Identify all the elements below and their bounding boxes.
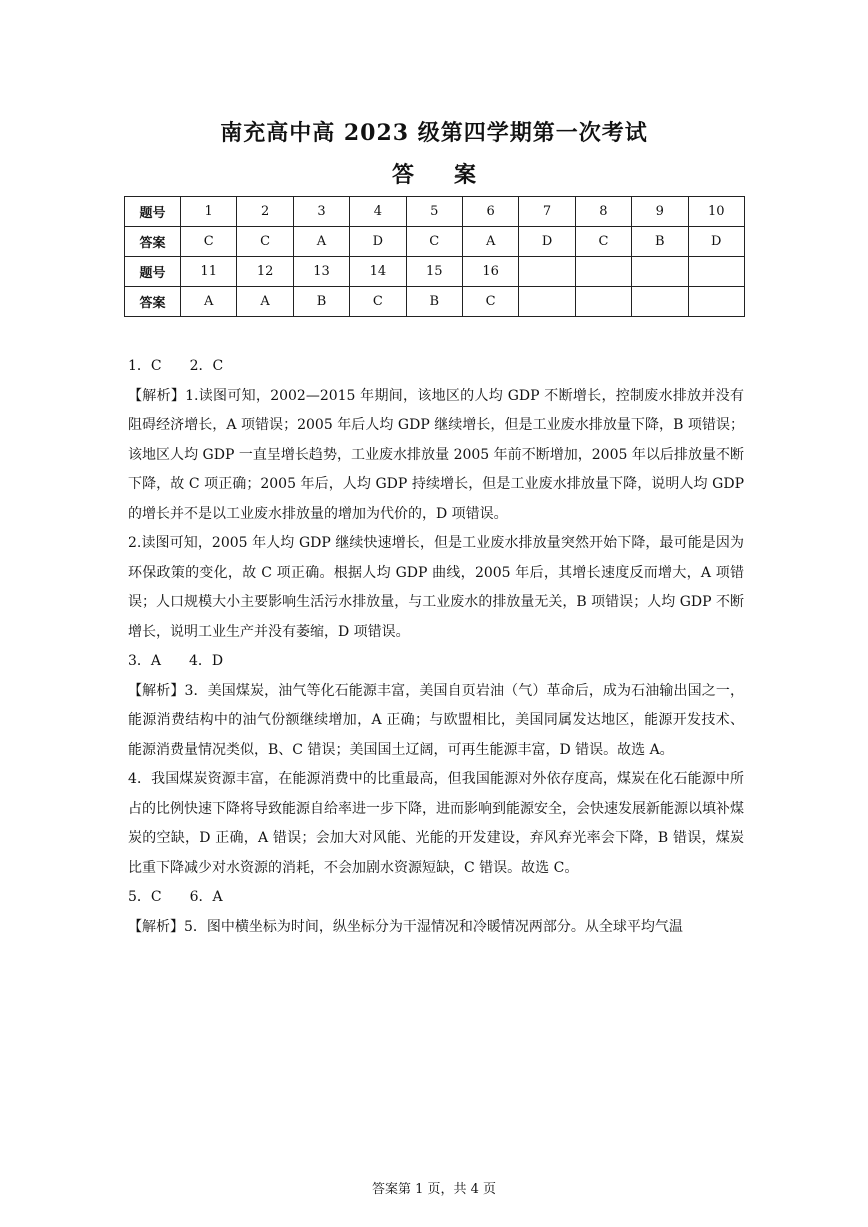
table-cell: 3 [293,197,349,227]
table-cell: C [462,287,518,317]
explanation-paragraph: 【解析】5．图中横坐标为时间，纵坐标分为干湿情况和冷暖情况两部分。从全球平均气温 [128,918,683,935]
table-cell: 12 [237,257,293,287]
table-cell [575,287,631,317]
page-title: 南充高中高 2023 级第四学期第一次考试 [220,120,648,146]
row-header: 答案 [125,287,181,317]
table-cell: B [293,287,349,317]
table-row [125,257,745,287]
table-cell: C [350,287,406,317]
table-cell: 15 [406,257,462,287]
answer-line: 3．A 4．D [128,653,224,669]
table-cell: C [575,227,631,257]
table-cell: A [462,227,518,257]
explanation-paragraph: 【解析】3．美国煤炭，油气等化石能源丰富，美国自页岩油（气）革命后，成为石油输出国之一，能源消费结构中的油气份额继续增加，A 正确；与欧盟相比，美国同属发达地区，能源开发技术、能源消费量情况类似，B、C 错误；美国国土辽阔，可再生能源丰富，D 错误。故选 A。 [128,682,744,758]
table-cell: 9 [632,197,688,227]
explanation-paragraph: 4．我国煤炭资源丰富，在能源消费中的比重最高，但我国能源对外依存度高，煤炭在化石能源中所占的比例快速下降将导致能源自给率进一步下降，进而影响到能源安全，会快速发展新能源以填补煤炭的空缺，D 正确，A 错误；会加大对风能、光能的开发建设，弃风弃光率会下降，B 错误，煤炭比重下降减少对水资源的消耗，不会加剧水资源短缺，C 错误。故选 C。 [128,771,744,876]
table-cell: B [406,287,462,317]
table-cell: D [688,227,744,257]
table-cell: C [237,227,293,257]
table-cell: 5 [406,197,462,227]
page-footer: 答案第 1 页，共 4 页 [371,1182,497,1197]
row-header: 题号 [125,197,181,227]
row-header: 答案 [125,227,181,257]
table-cell: A [237,287,293,317]
answer-line: 1．C 2．C [128,358,224,374]
answer-line: 5．C 6．A [128,889,223,905]
table-cell: 11 [181,257,237,287]
table-row [125,287,745,317]
table-cell [519,287,575,317]
table-cell: C [181,227,237,257]
table-cell [632,287,688,317]
table-cell: B [632,227,688,257]
table-cell: A [293,227,349,257]
table-cell: 7 [519,197,575,227]
page-subtitle: 答案 [391,162,516,188]
explanation-paragraph: 【解析】1.读图可知，2002—2015 年期间，该地区的人均 GDP 不断增长，控制废水排放并没有阻碍经济增长，A 项错误；2005 年后人均 GDP 继续增长，但是工业废水排放量下降，B 项错误；该地区人均 GDP 一直呈增长趋势，工业废水排放量 2005 年前不断增加，2005 年以后排放量不断下降，故 C 项正确；2005 年后，人均 GDP 持续增长，但是工业废水排放量下降，说明人均 GDP 的增长并不是以工业废水排放量的增加为代价的，D 项错误。 [128,387,744,522]
table-cell [688,257,744,287]
answer-table [124,196,745,317]
table-cell [575,257,631,287]
explanation-paragraph: 2.读图可知，2005 年人均 GDP 继续快速增长，但是工业废水排放量突然开始下降，最可能是因为环保政策的变化，故 C 项正确。根据人均 GDP 曲线，2005 年后，其增长速度反而增大，A 项错误；人口规模大小主要影响生活污水排放量，与工业废水的排放量无关，B 项错误；人均 GDP 不断增长，说明工业生产并没有萎缩，D 项错误。 [128,535,744,640]
table-cell: 6 [462,197,518,227]
table-cell: A [181,287,237,317]
table-cell: 10 [688,197,744,227]
table-cell: C [406,227,462,257]
table-cell [688,287,744,317]
table-row [125,197,745,227]
table-cell: 1 [181,197,237,227]
explanation-content [128,352,744,942]
table-cell: D [350,227,406,257]
table-cell: D [519,227,575,257]
table-cell: 16 [462,257,518,287]
table-cell [519,257,575,287]
table-cell: 8 [575,197,631,227]
table-cell: 13 [293,257,349,287]
row-header: 题号 [125,257,181,287]
table-row [125,227,745,257]
table-cell: 14 [350,257,406,287]
table-cell [632,257,688,287]
table-cell: 2 [237,197,293,227]
table-cell: 4 [350,197,406,227]
